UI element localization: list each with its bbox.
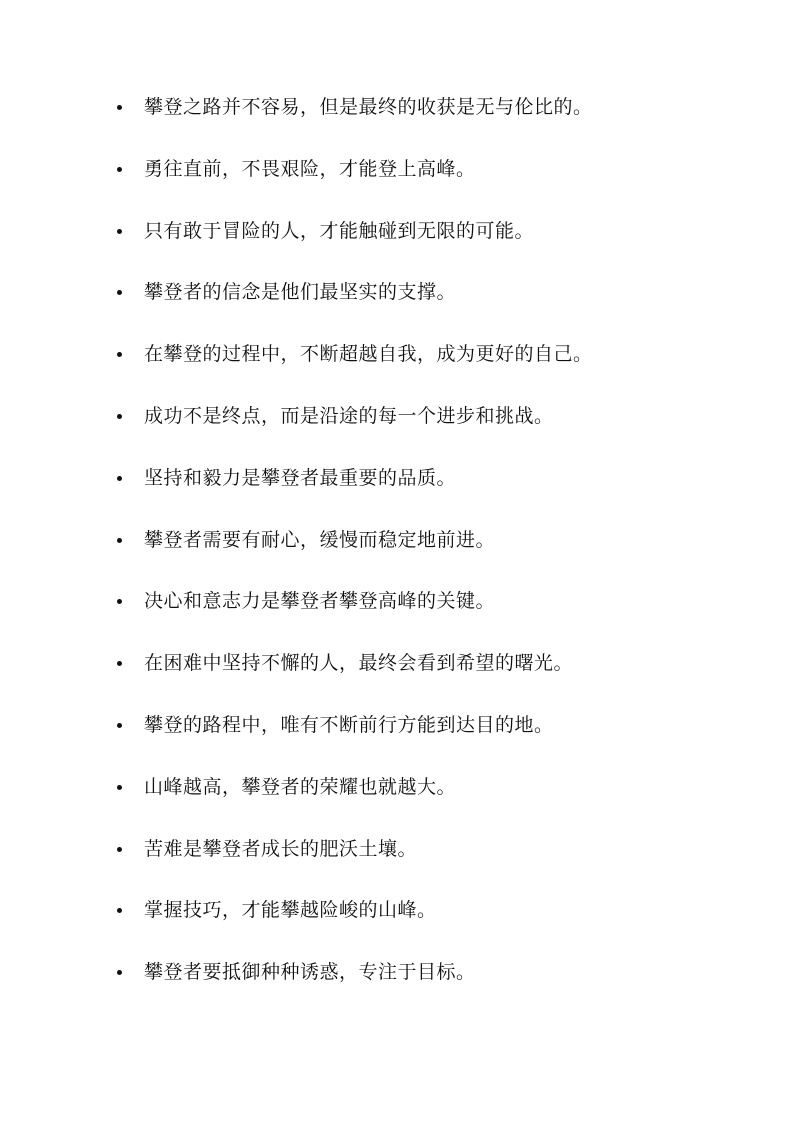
bullet-icon <box>117 538 122 543</box>
list-item <box>117 525 737 556</box>
list-item-text: 只有敢于冒险的人，才能触碰到无限的可能。 <box>144 219 535 242</box>
list-item-text: 山峰越高，攀登者的荣耀也就越大。 <box>144 775 457 798</box>
list-item <box>117 277 737 308</box>
list-item <box>117 648 737 679</box>
list-item-text: 决心和意志力是攀登者攀登高峰的关键。 <box>144 590 496 613</box>
bullet-icon <box>117 229 122 234</box>
list-item <box>117 463 737 494</box>
list-item <box>117 834 737 865</box>
list-item <box>117 154 737 185</box>
bullet-icon <box>117 723 122 728</box>
bullet-icon <box>117 599 122 604</box>
bullet-icon <box>117 661 122 666</box>
list-item <box>117 92 737 123</box>
bullet-icon <box>117 352 122 357</box>
list-item-text: 掌握技巧，才能攀越险峻的山峰。 <box>144 899 437 922</box>
list-item-text: 攀登之路并不容易，但是最终的收获是无与伦比的。 <box>144 96 593 118</box>
quote-bullet-list <box>117 92 737 1019</box>
list-item-text: 勇往直前，不畏艰险，才能登上高峰。 <box>144 157 476 180</box>
list-item-text: 在攀登的过程中，不断超越自我，成为更好的自己。 <box>144 343 593 366</box>
list-item-text: 攀登者的信念是他们最坚实的支撑。 <box>144 281 457 304</box>
bullet-icon <box>117 290 122 295</box>
list-item-text: 成功不是终点，而是沿途的每一个进步和挑战。 <box>144 404 554 427</box>
bullet-icon <box>117 167 122 172</box>
list-item-text: 攀登者需要有耐心，缓慢而稳定地前进。 <box>144 528 496 551</box>
bullet-icon <box>117 908 122 913</box>
list-item-text: 攀登的路程中，唯有不断前行方能到达目的地。 <box>144 713 554 736</box>
list-item-text: 苦难是攀登者成长的肥沃土壤。 <box>144 837 418 860</box>
list-item <box>117 586 737 617</box>
bullet-icon <box>117 785 122 790</box>
list-item-text: 在困难中坚持不懈的人，最终会看到希望的曙光。 <box>144 652 574 675</box>
list-item <box>117 895 737 926</box>
list-item-text: 坚持和毅力是攀登者最重要的品质。 <box>144 466 457 489</box>
bullet-icon <box>117 847 122 852</box>
list-item <box>117 710 737 741</box>
list-item <box>117 216 737 247</box>
bullet-icon <box>117 414 122 419</box>
list-item <box>117 339 737 370</box>
bullet-icon <box>117 476 122 481</box>
list-item <box>117 957 737 988</box>
list-item <box>117 772 737 803</box>
list-item-text: 攀登者要抵御种种诱惑，专注于目标。 <box>144 961 476 984</box>
list-item <box>117 401 737 432</box>
bullet-icon <box>117 105 122 110</box>
bullet-icon <box>117 970 122 975</box>
